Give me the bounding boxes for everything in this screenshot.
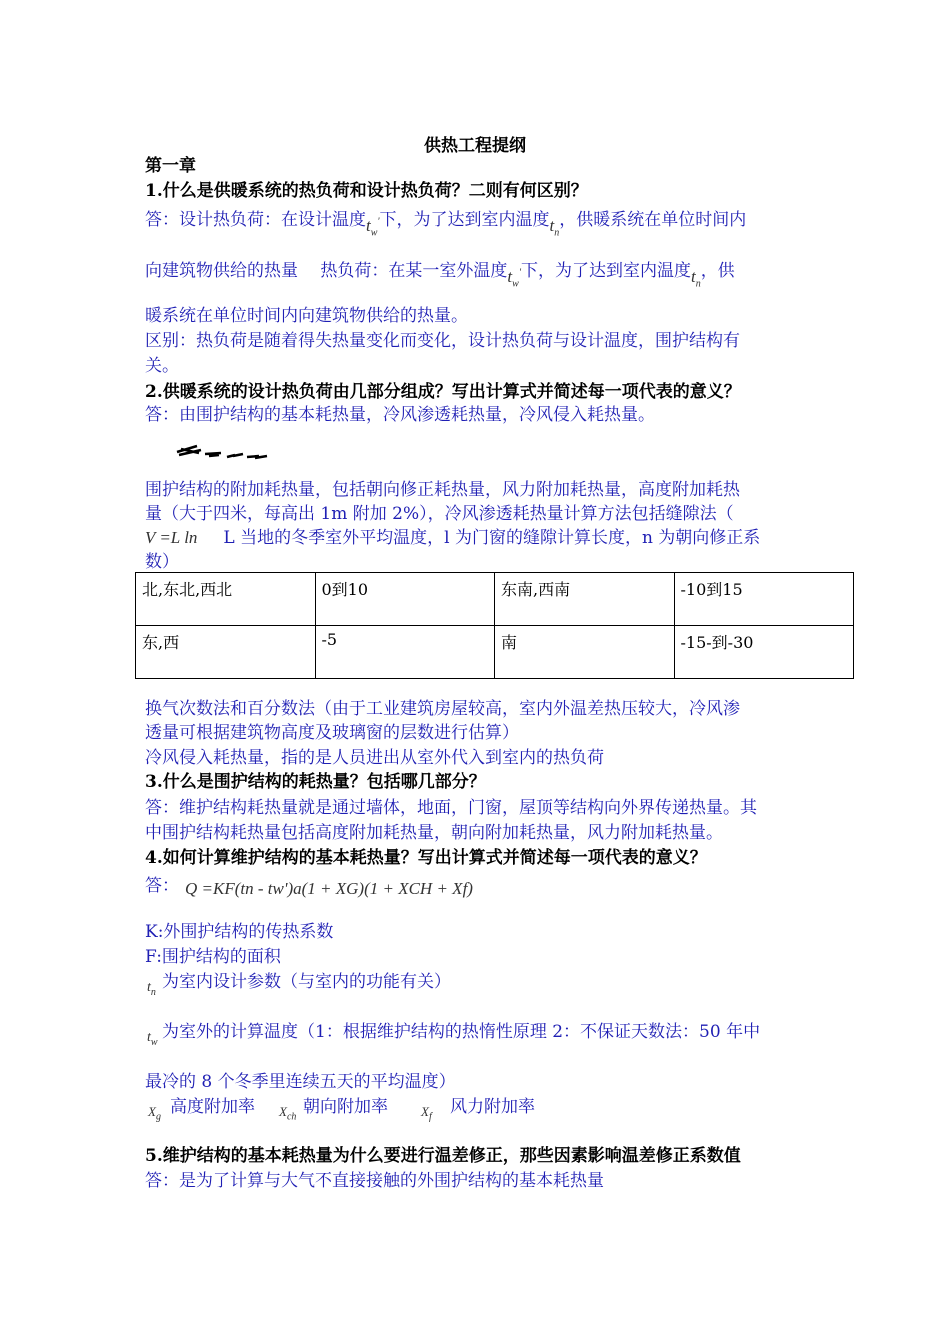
q2-answer-line5: 数）	[145, 552, 179, 572]
q4-xf-definition: 风力附加率	[450, 1097, 535, 1117]
q1-answer-line3: 暖系统在单位时间内向建筑物供给的热量。	[145, 306, 468, 326]
q2-answer-line8: 冷风侵入耗热量，指的是人员进出从室外代入到室内的热负荷	[145, 748, 604, 768]
table-row	[136, 626, 854, 679]
question-5: 5.维护结构的基本耗热量为什么要进行温差修正，那些因素影响温差修正系数值	[145, 1146, 741, 1166]
table-cell: 东,西	[136, 626, 316, 679]
table-cell: -5	[315, 626, 495, 679]
q2-answer-line6: 换气次数法和百分数法（由于工业建筑房屋较高，室内外温差热压较大，冷风渗	[145, 699, 740, 719]
table-cell: -10到15	[674, 573, 854, 626]
q1-answer-line1	[145, 205, 747, 239]
q4-xg-definition: 高度附加率	[170, 1097, 255, 1117]
table-cell: 北,东北,西北	[136, 573, 316, 626]
q2-answer-line4	[145, 523, 760, 548]
q1-a3: ，供暖系统在单位时间内	[559, 210, 747, 230]
q4-tw-definition-line2: 最冷的 8 个冬季里连续五天的平均温度）	[145, 1072, 456, 1092]
question-1: 1.什么是供暖系统的热负荷和设计热负荷？二则有何区别？	[145, 181, 588, 201]
question-2: 2.供暖系统的设计热负荷由几部分组成？写出计算式并简述每一项代表的意义？	[145, 382, 741, 402]
q2-answer-line2: 围护结构的附加耗热量，包括朝向修正耗热量，风力附加耗热量，高度附加耗热	[145, 480, 740, 500]
q1-b3: ，供	[700, 261, 735, 281]
tw-symbol: $t_w$	[147, 1030, 158, 1048]
tn-symbol: $t_n$	[690, 267, 701, 290]
q2-b3-text: L 当地的冬季室外平均温度，l 为门窗的缝隙计算长度，n 为朝向修正系	[223, 528, 761, 548]
table-row	[136, 573, 854, 626]
q4-tw-definition-line1: 为室外的计算温度（1：根据维护结构的热惰性原理 2：不保证天数法：50 年中	[162, 1022, 761, 1042]
tw-symbol: $t_w'$	[366, 216, 380, 239]
orientation-correction-table	[135, 572, 854, 679]
document-title: 供热工程提纲	[424, 136, 526, 156]
q2-answer-line1: 答：由围护结构的基本耗热量，冷风渗透耗热量，冷风侵入耗热量。	[145, 405, 655, 425]
q1-a1: 答：设计热负荷：在设计温度	[145, 210, 366, 230]
question-4: 4.如何计算维护结构的基本耗热量？写出计算式并简述每一项代表的意义？	[145, 848, 707, 868]
garbled-formula-image	[175, 442, 275, 460]
q2-answer-line7: 透量可根据建筑物高度及玻璃窗的层数进行估算）	[145, 723, 519, 743]
xf-symbol: $X_f$	[421, 1104, 432, 1123]
q1-answer-line2	[145, 256, 735, 290]
q2-answer-line3: 量（大于四米，每高出 1m 附加 2%），冷风渗透耗热量计算方法包括缝隙法（	[145, 504, 734, 524]
infiltration-formula: V =L ln	[145, 528, 198, 547]
q4-answer-prefix: 答：	[145, 876, 179, 896]
table-cell: 东南,西南	[495, 573, 675, 626]
table-cell: 南	[495, 626, 675, 679]
table-cell: -15-到-30	[674, 626, 854, 679]
tn-symbol: $t_n$	[549, 216, 560, 239]
q1-a2: 下，为了达到室内温度	[379, 210, 550, 230]
q3-answer-line2: 中围护结构耗热量包括高度附加耗热量，朝向附加耗热量，风力附加耗热量。	[145, 823, 723, 843]
q3-answer-line1: 答：维护结构耗热量就是通过墙体，地面，门窗，屋顶等结构向外界传递热量。其	[145, 798, 757, 818]
heat-loss-formula: Q =KF(tn - tw')a(1 + XG)(1 + XCH + Xf)	[185, 879, 473, 898]
question-3: 3.什么是围护结构的耗热量？包括哪几部分？	[145, 772, 486, 792]
q1-b1: 向建筑物供给的热量 热负荷：在某一室外温度	[145, 261, 508, 281]
q1-b2: 下，为了达到室内温度	[520, 261, 691, 281]
q4-tn-definition: 为室内设计参数（与室内的功能有关）	[162, 972, 451, 992]
q5-answer-line1: 答：是为了计算与大气不直接接触的外围护结构的基本耗热量	[145, 1171, 604, 1191]
xch-symbol: $X_{ch}$	[279, 1104, 297, 1123]
q4-xch-definition: 朝向附加率	[303, 1097, 388, 1117]
q4-f-definition: F:围护结构的面积	[145, 947, 281, 967]
tn-symbol: $t_n$	[147, 980, 156, 998]
q1-difference-line1: 区别：热负荷是随着得失热量变化而变化，设计热负荷与设计温度，围护结构有	[145, 331, 740, 351]
xg-symbol: $X_g$	[148, 1104, 161, 1123]
q4-k-definition: K:外围护结构的传热系数	[145, 922, 334, 942]
q1-difference-line2: 关。	[145, 356, 179, 376]
tw-symbol: $t_w'$	[507, 267, 521, 290]
table-cell: 0到10	[315, 573, 495, 626]
chapter-heading: 第一章	[145, 156, 196, 176]
